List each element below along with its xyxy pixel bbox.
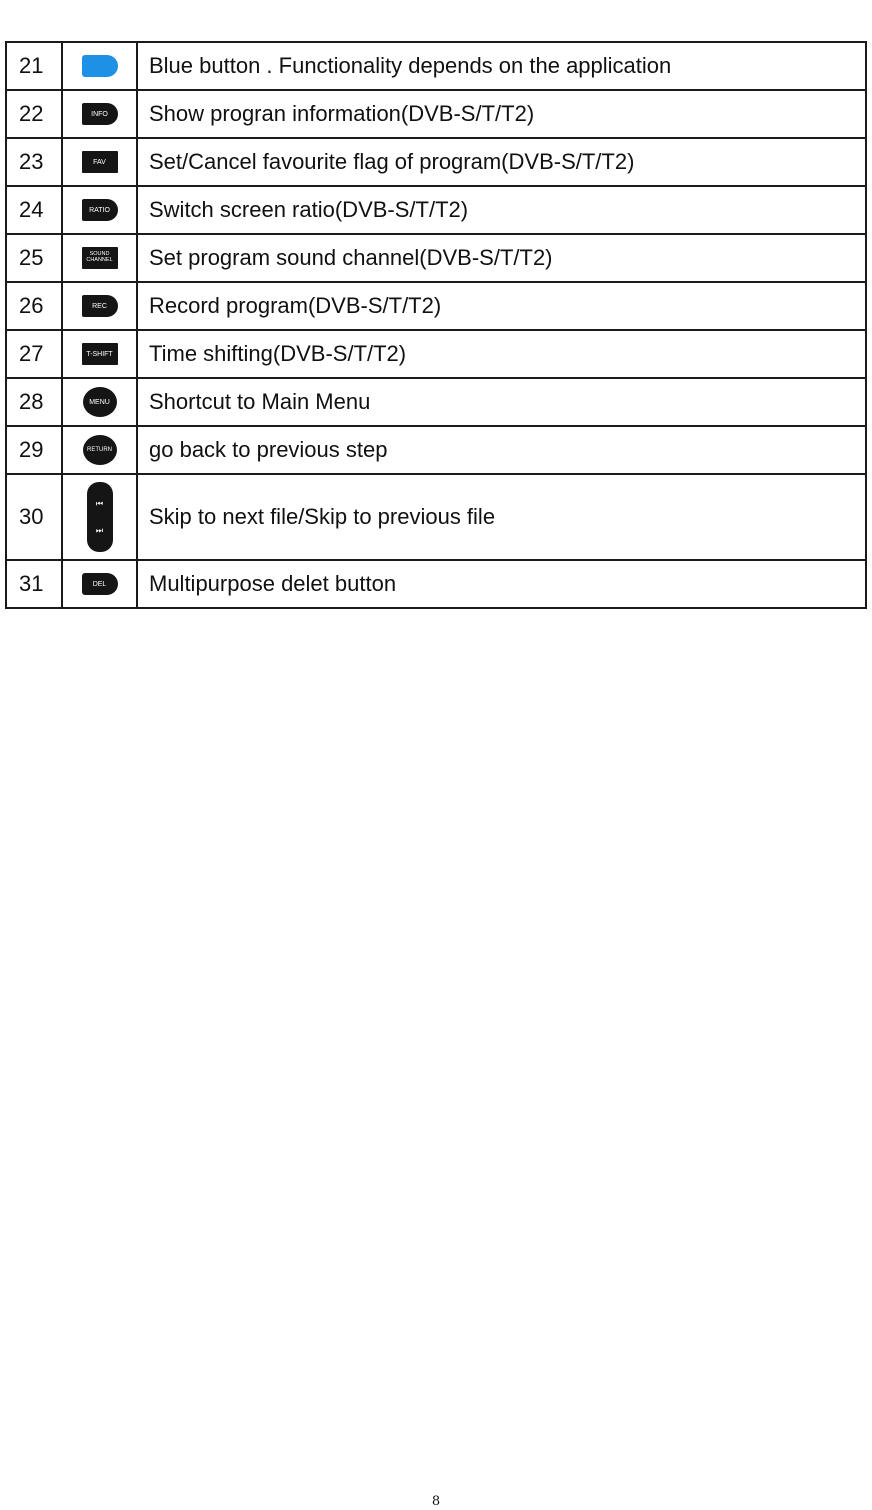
- table-row: [6, 378, 866, 426]
- row-description: Multipurpose delet button: [137, 560, 866, 608]
- row-description: Shortcut to Main Menu: [137, 378, 866, 426]
- row-description: go back to previous step: [137, 426, 866, 474]
- row-description: Show progran information(DVB-S/T/T2): [137, 90, 866, 138]
- table-row: [6, 330, 866, 378]
- table-row: [6, 186, 866, 234]
- row-description: Switch screen ratio(DVB-S/T/T2): [137, 186, 866, 234]
- table-row: [6, 138, 866, 186]
- ratio-button-icon: RATIO: [82, 199, 118, 221]
- menu-button-icon: MENU: [83, 387, 117, 417]
- row-number: 27: [6, 330, 62, 378]
- table-row: [6, 426, 866, 474]
- table-row: [6, 42, 866, 90]
- info-button-icon: INFO: [82, 103, 118, 125]
- row-description: Record program(DVB-S/T/T2): [137, 282, 866, 330]
- table-row: [6, 282, 866, 330]
- rec-button-icon: REC: [82, 295, 118, 317]
- remote-keys-table: [5, 41, 867, 609]
- del-button-icon: DEL: [82, 573, 118, 595]
- sound-channel-button-icon: [82, 247, 118, 269]
- skip-next-icon: ⏭: [95, 525, 104, 535]
- blue-button-icon: [82, 55, 118, 77]
- table-row: [6, 474, 866, 560]
- row-description: Set/Cancel favourite flag of program(DVB-S/T/T2): [137, 138, 866, 186]
- fav-button-icon: FAV: [82, 151, 118, 173]
- row-description: Set program sound channel(DVB-S/T/T2): [137, 234, 866, 282]
- return-button-icon: RETURN: [83, 435, 117, 465]
- row-description: Blue button . Functionality depends on the application: [137, 42, 866, 90]
- row-number: 29: [6, 426, 62, 474]
- row-description: Time shifting(DVB-S/T/T2): [137, 330, 866, 378]
- row-number: 31: [6, 560, 62, 608]
- table-row: [6, 234, 866, 282]
- row-number: 21: [6, 42, 62, 90]
- sound-label: SOUND: [89, 251, 110, 258]
- row-number: 28: [6, 378, 62, 426]
- row-number: 23: [6, 138, 62, 186]
- row-number: 25: [6, 234, 62, 282]
- row-description: Skip to next file/Skip to previous file: [137, 474, 866, 560]
- t-shift-button-icon: T-SHIFT: [82, 343, 118, 365]
- row-number: 24: [6, 186, 62, 234]
- skip-previous-icon: ⏮: [95, 498, 104, 508]
- skip-rocker-button-icon: [87, 482, 113, 552]
- table-row: [6, 560, 866, 608]
- row-number: 30: [6, 474, 62, 560]
- row-number: 22: [6, 90, 62, 138]
- channel-label: CHANNEL: [86, 257, 113, 263]
- table-row: [6, 90, 866, 138]
- row-number: 26: [6, 282, 62, 330]
- page-number: 8: [431, 1494, 441, 1509]
